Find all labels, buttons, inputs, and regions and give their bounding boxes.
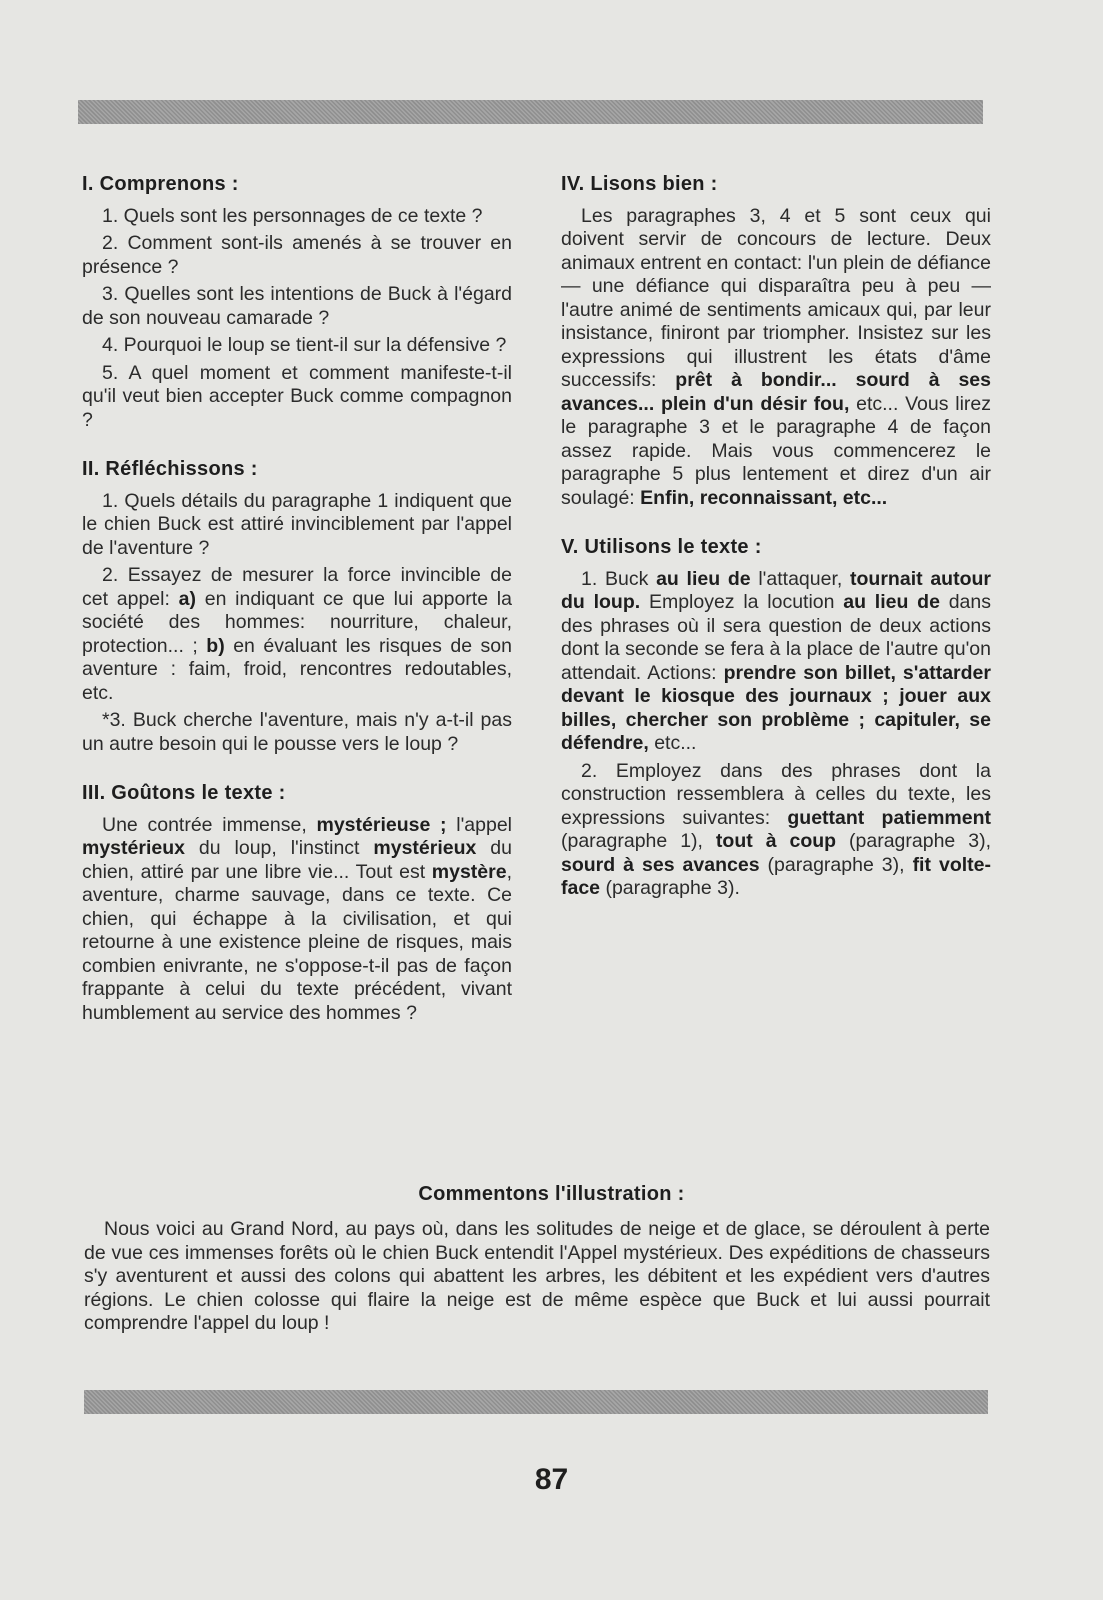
exercise-item: 1. Buck au lieu de l'attaquer, tournait autour du loup. Employez la locution au lieu de dans des phrases où il sera question de deux actions dont la seconde se fera à la place de l'autre qu'on attendait. Actions: prendre son billet, s'attarder devant le kiosque des journaux ; jouer aux billes, chercher son problème ; capituler, se défendre, etc... [561,567,991,754]
left-column [82,173,512,1029]
section-utilisons-title: V. Utilisons le texte : [561,536,762,558]
question: 2. Essayez de mesurer la force invincible de cet appel: a) en indiquant ce que lui apporte la société des hommes: nourriture, chaleur, protection... ; b) en évaluant les risques de son aventure : faim, froid, rencontres redoutables, etc. [82,564,512,704]
section-reflechissons-title: II. Réfléchissons : [82,458,258,480]
section-goutons-text: Une contrée immense, mystérieuse ; l'appel mystérieux du loup, l'instinct mystérieux du chien, attiré par une libre vie... Tout est mystère, aventure, charme sauvage, dans ce texte. Ce chien, qui échappe à la civilisation, et qui retourne à une existence pleine de risques, mais combien enivrante, ne s'oppose-t-il pas de façon frappante à celui du texte précédent, vivant humblement au service des hommes ? [82,813,512,1024]
exercise-item: 2. Employez dans des phrases dont la construction ressemblera à celles du texte, les expressions suivantes: guettant patiemment (paragraphe 1), tout à coup (paragraphe 3), sourd à ses avances (paragraphe 3), fit volte-face (paragraphe 3). [561,759,992,899]
top-divider-bar [78,100,983,124]
bottom-divider-bar [84,1390,988,1414]
question: *3. Buck cherche l'aventure, mais n'y a-t-il pas un autre besoin qui le pousse vers le loup ? [82,709,512,755]
illustration-title: Commentons l'illustration : [418,1183,685,1205]
section-comprenons-title: I. Comprenons : [82,173,239,195]
question: 1. Quels détails du paragraphe 1 indiquent que le chien Buck est attiré invinciblement par l'appel de l'aventure ? [82,489,512,559]
section-lisons-title: IV. Lisons bien : [561,173,718,195]
right-column [561,173,991,905]
question: 5. A quel moment et comment manifeste-t-il qu'il veut bien accepter Buck comme compagnon ? [82,361,512,431]
section-goutons-title: III. Goûtons le texte : [82,782,286,804]
question: 2. Comment sont-ils amenés à se trouver en présence ? [82,232,512,278]
question: 3. Quelles sont les intentions de Buck à l'égard de son nouveau camarade ? [82,283,512,329]
illustration-text: Nous voici au Grand Nord, au pays où, dans les solitudes de neige et de glace, se déroulent à perte de vue ces immenses forêts où le chien Buck entendit l'Appel mystérieux. Des expéditions de chasseurs s'y aventurent et aussi des colons qui abattent les arbres, les débitent et les expédient vers d'autres régions. Le chien colosse qui flaire la neige est de même espèce que Buck et lui aussi pourrait comprendre l'appel du loup ! [84,1218,990,1334]
page-number: 87 [534,1463,569,1496]
question: 1. Quels sont les personnages de ce texte ? [102,204,483,227]
section-lisons-text: Les paragraphes 3, 4 et 5 sont ceux qui doivent servir de concours de lecture. Deux animaux entrent en contact: l'un plein de défiance — une défiance qui disparaîtra peu à peu — l'autre animé de sentiments amicaux qui, par leur insistance, finiront par triompher. Insistez sur les expressions qui illustrent les états d'âme successifs: prêt à bondir... sourd à ses avances... plein d'un désir fou, etc... Vous lirez le paragraphe 3 et le paragraphe 4 de façon assez rapide. Mais vous commencerez le paragraphe 5 plus lentement et direz d'un air soulagé: Enfin, reconnaissant, etc... [561,204,991,509]
question: 4. Pourquoi le loup se tient-il sur la défensive ? [102,334,507,356]
